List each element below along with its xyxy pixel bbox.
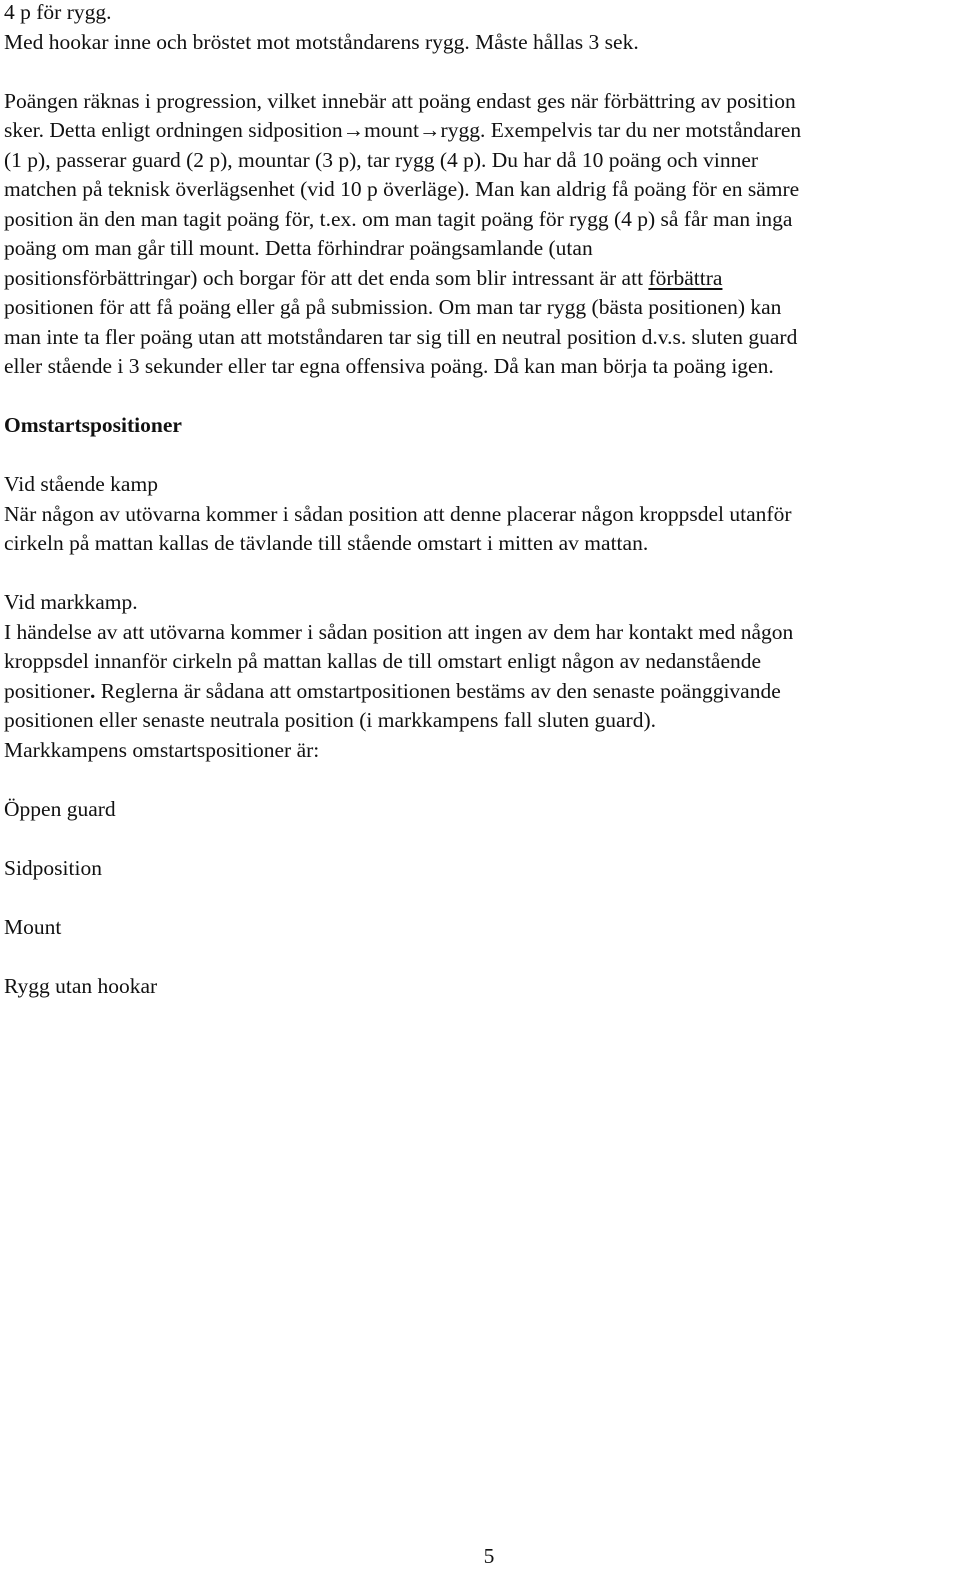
ground-section — [4, 588, 956, 765]
spacer — [4, 57, 956, 87]
standing-section — [4, 470, 956, 559]
paragraph-line: matchen på teknisk överlägsenhet (vid 10 p överläge). Man kan aldrig få poäng för en sämre — [4, 177, 800, 201]
paragraph-line: När någon av utövarna kommer i sådan position att denne placerar någon kroppsdel utanför — [4, 501, 792, 526]
bold-period: . — [90, 678, 96, 703]
paragraph-text: Reglerna är sådana att omstartpositionen bestäms av den senaste poänggivande — [95, 678, 781, 703]
paragraph-line: positionen för att få poäng eller gå på submission. Om man tar rygg (bästa positionen) kan — [4, 295, 782, 319]
spacer — [4, 382, 956, 412]
spacer — [4, 559, 956, 589]
document-page — [4, 0, 956, 1001]
paragraph-line: position än den man tagit poäng för, t.ex. om man tagit poäng för rygg (4 p) så får man inga — [4, 206, 793, 231]
paragraph-line: Poängen räknas i progression, vilket innebär att poäng endast ges när förbättring av position — [4, 88, 796, 113]
section-heading: Omstartspositioner — [4, 413, 182, 437]
position-item: Sidposition — [4, 855, 102, 880]
position-item: Mount — [4, 914, 62, 939]
paragraph-line: poäng om man går till mount. Detta förhindrar poängsamlande (utan — [4, 236, 593, 260]
intro-line-2: Med hookar inne och bröstet mot motståndarens rygg. Måste hållas 3 sek. — [4, 29, 639, 54]
paragraph-line — [4, 264, 956, 294]
position-item: Rygg utan hookar — [4, 973, 158, 998]
paragraph-line: sker. Detta enligt ordningen sidposition→mount→rygg. Exempelvis tar du ner motståndaren — [4, 118, 802, 142]
paragraph-line: positionen eller senaste neutrala position (i markkampens fall sluten guard). — [4, 708, 656, 732]
spacer — [4, 883, 956, 913]
spacer — [4, 942, 956, 972]
paragraph-line: cirkeln på mattan kallas de tävlande till stående omstart i mitten av mattan. — [4, 531, 649, 555]
paragraph-line — [4, 677, 956, 707]
underlined-word: förbättra — [648, 265, 723, 290]
paragraph-text: positionsförbättringar) och borgar för att det enda som blir intressant är att — [4, 265, 649, 290]
paragraph-line: Markkampens omstartspositioner är: — [4, 737, 320, 762]
paragraph-text: positioner — [4, 678, 90, 703]
spacer — [4, 824, 956, 854]
paragraph-line: man inte ta fler poäng utan att motståndaren tar sig till en neutral position d.v.s. sluten guard — [4, 324, 798, 349]
positions-list — [4, 795, 956, 1002]
subsection-title: Vid stående kamp — [4, 472, 158, 496]
subsection-title: Vid markkamp. — [4, 590, 138, 614]
paragraph-line: (1 p), passerar guard (2 p), mountar (3 p), tar rygg (4 p). Du har då 10 poäng och vinner — [4, 147, 759, 172]
spacer — [4, 765, 956, 795]
position-item: Öppen guard — [4, 796, 116, 821]
paragraph-line: kroppsdel innanför cirkeln på mattan kallas de till omstart enligt någon av nedanstående — [4, 649, 762, 673]
page-number: 5 — [483, 1544, 495, 1568]
progression-paragraph — [4, 87, 956, 382]
intro-line-1: 4 p för rygg. — [4, 0, 112, 24]
paragraph-line: I händelse av att utövarna kommer i sådan position att ingen av dem har kontakt med någon — [4, 619, 794, 644]
paragraph-line: eller stående i 3 sekunder eller tar egna offensiva poäng. Då kan man börja ta poäng igen. — [4, 354, 774, 378]
spacer — [4, 441, 956, 471]
